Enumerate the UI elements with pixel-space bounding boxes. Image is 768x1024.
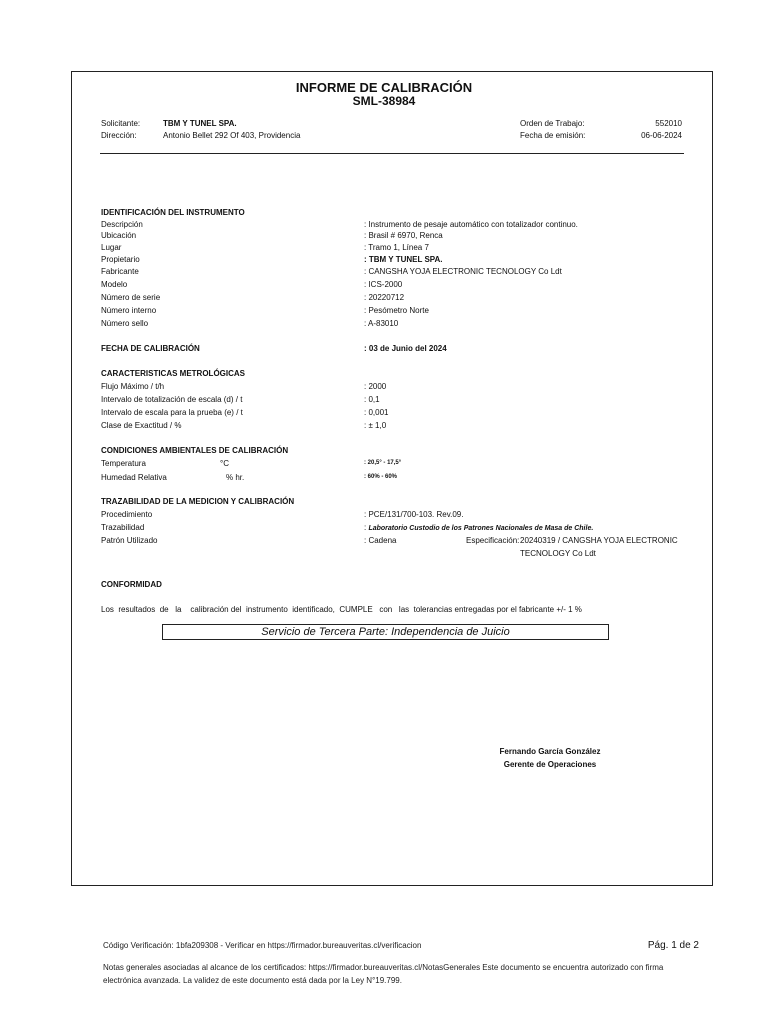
signer-role: Gerente de Operaciones: [503, 760, 597, 769]
verification-code: Código Verificación: 1bfa209308 - Verificar en https://firmador.bureauveritas.cl/verificacion: [103, 941, 422, 950]
instrument-label: Fabricante: [101, 267, 139, 276]
specification-label: Especificación:: [466, 536, 520, 545]
signer-name: Fernando García González: [499, 747, 601, 756]
calibration-date-value: : 03 de Junio del 2024: [364, 344, 447, 353]
patron-label: Patrón Utilizado: [101, 536, 158, 545]
fecha-emision-value: 06-06-2024: [641, 131, 682, 140]
conformity-heading: CONFORMIDAD: [101, 580, 162, 589]
procedure-label: Procedimiento: [101, 510, 153, 519]
instrument-label: Ubicación: [101, 231, 137, 240]
instrument-value: : Pesómetro Norte: [364, 306, 429, 315]
specification-value-cont: TECNOLOGY Co Ldt: [520, 549, 596, 558]
independence-banner: Servicio de Tercera Parte: Independencia de Juicio: [162, 624, 609, 640]
report-code: SML-38984: [352, 94, 416, 108]
header-divider: [100, 153, 684, 154]
solicitante-value: TBM Y TUNEL SPA.: [163, 119, 237, 128]
instrument-value: : A-83010: [364, 319, 399, 328]
temperature-value: : 20,5° - 17,5°: [364, 460, 402, 466]
instrument-label: Modelo: [101, 280, 128, 289]
patron-value: : Cadena: [364, 536, 397, 545]
direccion-label: Dirección:: [101, 131, 137, 140]
metrological-label: Flujo Máximo / t/h: [101, 382, 165, 391]
metrological-label: Intervalo de escala para la prueba (e) / t: [101, 408, 243, 417]
calibration-date-text: 03 de Junio del 2024: [368, 344, 447, 353]
instrument-value: : Tramo 1, Línea 7: [364, 243, 429, 252]
instrument-label: Lugar: [101, 243, 122, 252]
traceability-value: : Laboratorio Custodio de los Patrones Nacionales de Masa de Chile.: [364, 523, 594, 532]
instrument-value: : ICS-2000: [364, 280, 403, 289]
temperature-unit: °C: [220, 459, 229, 468]
conformity-text: Los resultados de la calibración del instrumento identificado, CUMPLE con las tolerancias entregadas por el fabricante +/- 1 %: [101, 605, 582, 614]
fecha-emision-label: Fecha de emisión:: [520, 131, 586, 140]
traceability-heading: TRAZABILIDAD DE LA MEDICION Y CALIBRACIÓN: [101, 497, 295, 506]
humidity-value: : 60% - 60%: [364, 474, 398, 480]
metrological-value: : 0,001: [364, 408, 389, 417]
temperature-range: 20,5° - 17,5°: [367, 460, 402, 466]
humidity-unit: % hr.: [226, 473, 245, 482]
metrological-heading: CARACTERISTICAS METROLÓGICAS: [101, 369, 245, 378]
instrument-value: : Instrumento de pesaje automático con totalizador continuo.: [364, 220, 578, 229]
instrument-value: : CANGSHA YOJA ELECTRONIC TECNOLOGY Co Ldt: [364, 267, 562, 276]
instrument-value: : TBM Y TUNEL SPA.: [364, 255, 443, 264]
temperature-label: Temperatura: [101, 459, 146, 468]
instrument-label: Número de serie: [101, 293, 161, 302]
metrological-label: Clase de Exactitud / %: [101, 421, 182, 430]
specification-value: 20240319 / CANGSHA YOJA ELECTRONIC: [520, 536, 678, 545]
orden-value: 552010: [655, 119, 682, 128]
procedure-value: : PCE/131/700-103. Rev.09.: [364, 510, 464, 519]
report-title: INFORME DE CALIBRACIÓN: [295, 80, 473, 95]
metrological-value: : 0,1: [364, 395, 380, 404]
page-number: Pág. 1 de 2: [647, 940, 699, 951]
instrument-value: : 20220712: [364, 293, 405, 302]
notes-line-2: electrónica avanzada. La validez de este documento está dada por la Ley N°19.799.: [103, 976, 402, 985]
traceability-text: Laboratorio Custodio de los Patrones Nacionales de Masa de Chile.: [368, 525, 594, 532]
direccion-value: Antonio Bellet 292 Of 403, Providencia: [163, 131, 301, 140]
orden-label: Orden de Trabajo:: [520, 119, 585, 128]
traceability-label: Trazabilidad: [101, 523, 145, 532]
calibration-date-heading: FECHA DE CALIBRACIÓN: [101, 344, 200, 353]
instrument-heading: IDENTIFICACIÓN DEL INSTRUMENTO: [101, 208, 245, 217]
solicitante-label: Solicitante:: [101, 119, 141, 128]
instrument-label: Número interno: [101, 306, 157, 315]
instrument-label: Número sello: [101, 319, 149, 328]
metrological-value: : 2000: [364, 382, 387, 391]
instrument-value: : Brasil # 6970, Renca: [364, 231, 443, 240]
instrument-label: Descripción: [101, 220, 143, 229]
notes-line-1: Notas generales asociadas al alcance de los certificados: https://firmador.bureauveritas.cl/NotasGenerales Este documento se encuentra autorizado con firma: [103, 963, 664, 972]
metrological-value: : ± 1,0: [364, 421, 387, 430]
humidity-label: Humedad Relativa: [101, 473, 167, 482]
instrument-label: Propietario: [101, 255, 140, 264]
environment-heading: CONDICIONES AMBIENTALES DE CALIBRACIÓN: [101, 446, 289, 455]
metrological-label: Intervalo de totalización de escala (d) / t: [101, 395, 243, 404]
humidity-range: 60% - 60%: [367, 474, 398, 480]
